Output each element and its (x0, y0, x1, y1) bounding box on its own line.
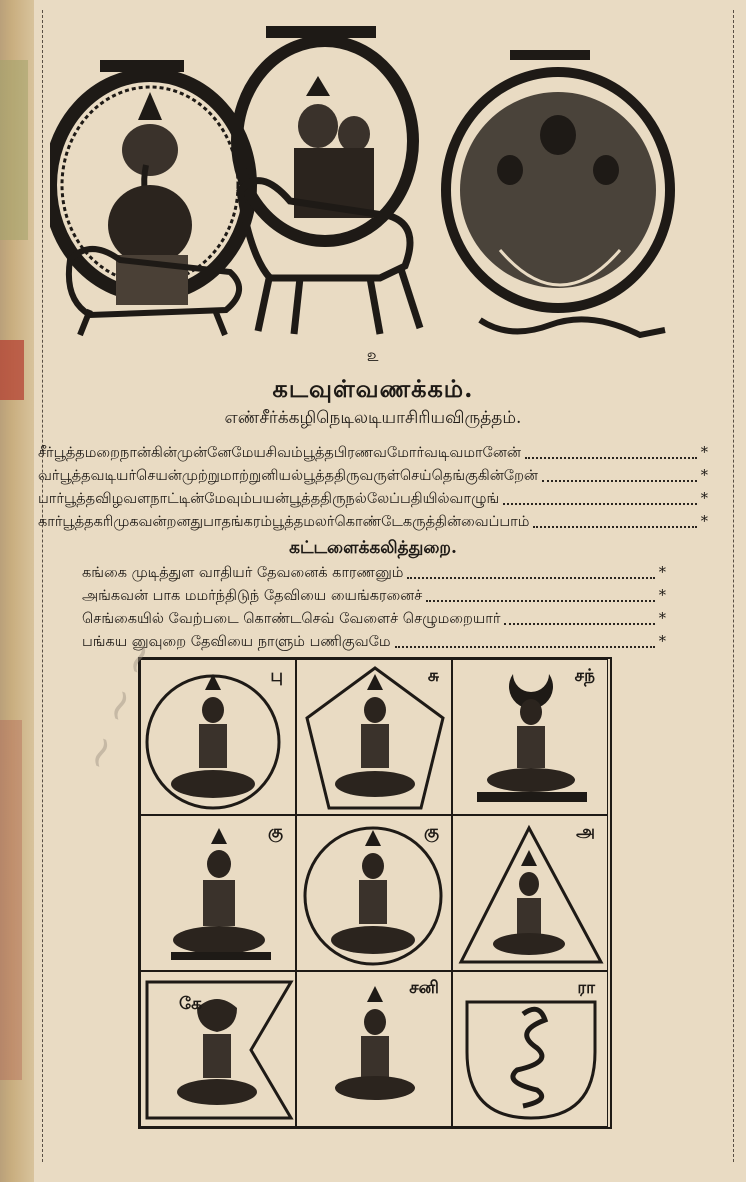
navagraha-cell-angaraka (452, 815, 608, 971)
verse-line: கங்கை முடித்துள வாதியர் தேவனைக் காரணனும் * (82, 562, 666, 585)
navagraha-cell-shani (296, 971, 452, 1127)
verse-line: சீர்பூத்தமறைநான்கின்முன்னேமேயசிவம்பூத்தபிரணவமோர்வடிவமானேன் * (38, 442, 708, 465)
verse-line: வர்பூத்தவடியர்செயன்முற்றுமாற்றுனியல்பூத்ததிருவருள்செய்தெங்குகின்றேன் * (38, 465, 708, 488)
navagraha-cell-guru (140, 815, 296, 971)
navagraha-cell-shukra (296, 659, 452, 815)
verse-line: செங்கையில் வேற்படை கொண்டசெவ் வேளைச் செழுமறையார் * (82, 608, 666, 631)
deity-illustrations (10, 10, 700, 340)
murugan-peacock-icon (440, 40, 680, 350)
planet-label: கே (179, 994, 202, 1014)
navagraha-cell-ketu (140, 971, 296, 1127)
ganesha-icon (50, 10, 260, 340)
planet-label: சு (427, 666, 439, 686)
verse-line: கார்பூத்தகரிமுகவன்றனதுபாதங்கரம்பூத்தமலர்கொண்டேகருத்தின்வைப்பாம் * (38, 511, 708, 534)
shiva-parvati-bull-icon (230, 16, 430, 346)
meter-heading: எண்சீர்க்கழிநெடிலடியாசிரியவிருத்தம். (224, 408, 522, 428)
planet-label: பு (270, 666, 283, 686)
section-title: கடவுள்வணக்கம். (272, 374, 474, 403)
pencil-marks: ~ ~ ~ (70, 631, 170, 780)
navagraha-cell-budha (140, 659, 296, 815)
verse-2-heading: கட்டளைக்கலித்துறை. (289, 538, 457, 558)
verse-block-2 (82, 562, 666, 654)
verse-line: பார்பூத்தவிழவளநாட்டின்மேவும்பயன்பூத்ததிருநல்லேப்பதியில்வாழுங் * (38, 488, 708, 511)
navagraha-cell-chandra (452, 659, 608, 815)
navagraha-grid (138, 657, 612, 1129)
verse-line: பங்கய னுவுறை தேவியை நாளும் பணிகுவமே * (82, 631, 666, 654)
navagraha-cell-rahu (452, 971, 608, 1127)
edge-stain (0, 720, 22, 1080)
verse-line: அங்கவன் பாக மமர்ந்திடுந் தேவியை யைங்கரனைச் * (82, 585, 666, 608)
planet-label: கு (423, 822, 439, 842)
planet-label: சந் (574, 666, 595, 686)
planet-label: கு (267, 822, 283, 842)
planet-label: ரா (577, 978, 595, 998)
page-number: ௨ (366, 345, 380, 366)
navagraha-cell-guru-2 (296, 815, 452, 971)
verse-block-1 (38, 442, 708, 534)
planet-label: சனி (409, 978, 439, 998)
planet-label: அ (576, 822, 595, 842)
